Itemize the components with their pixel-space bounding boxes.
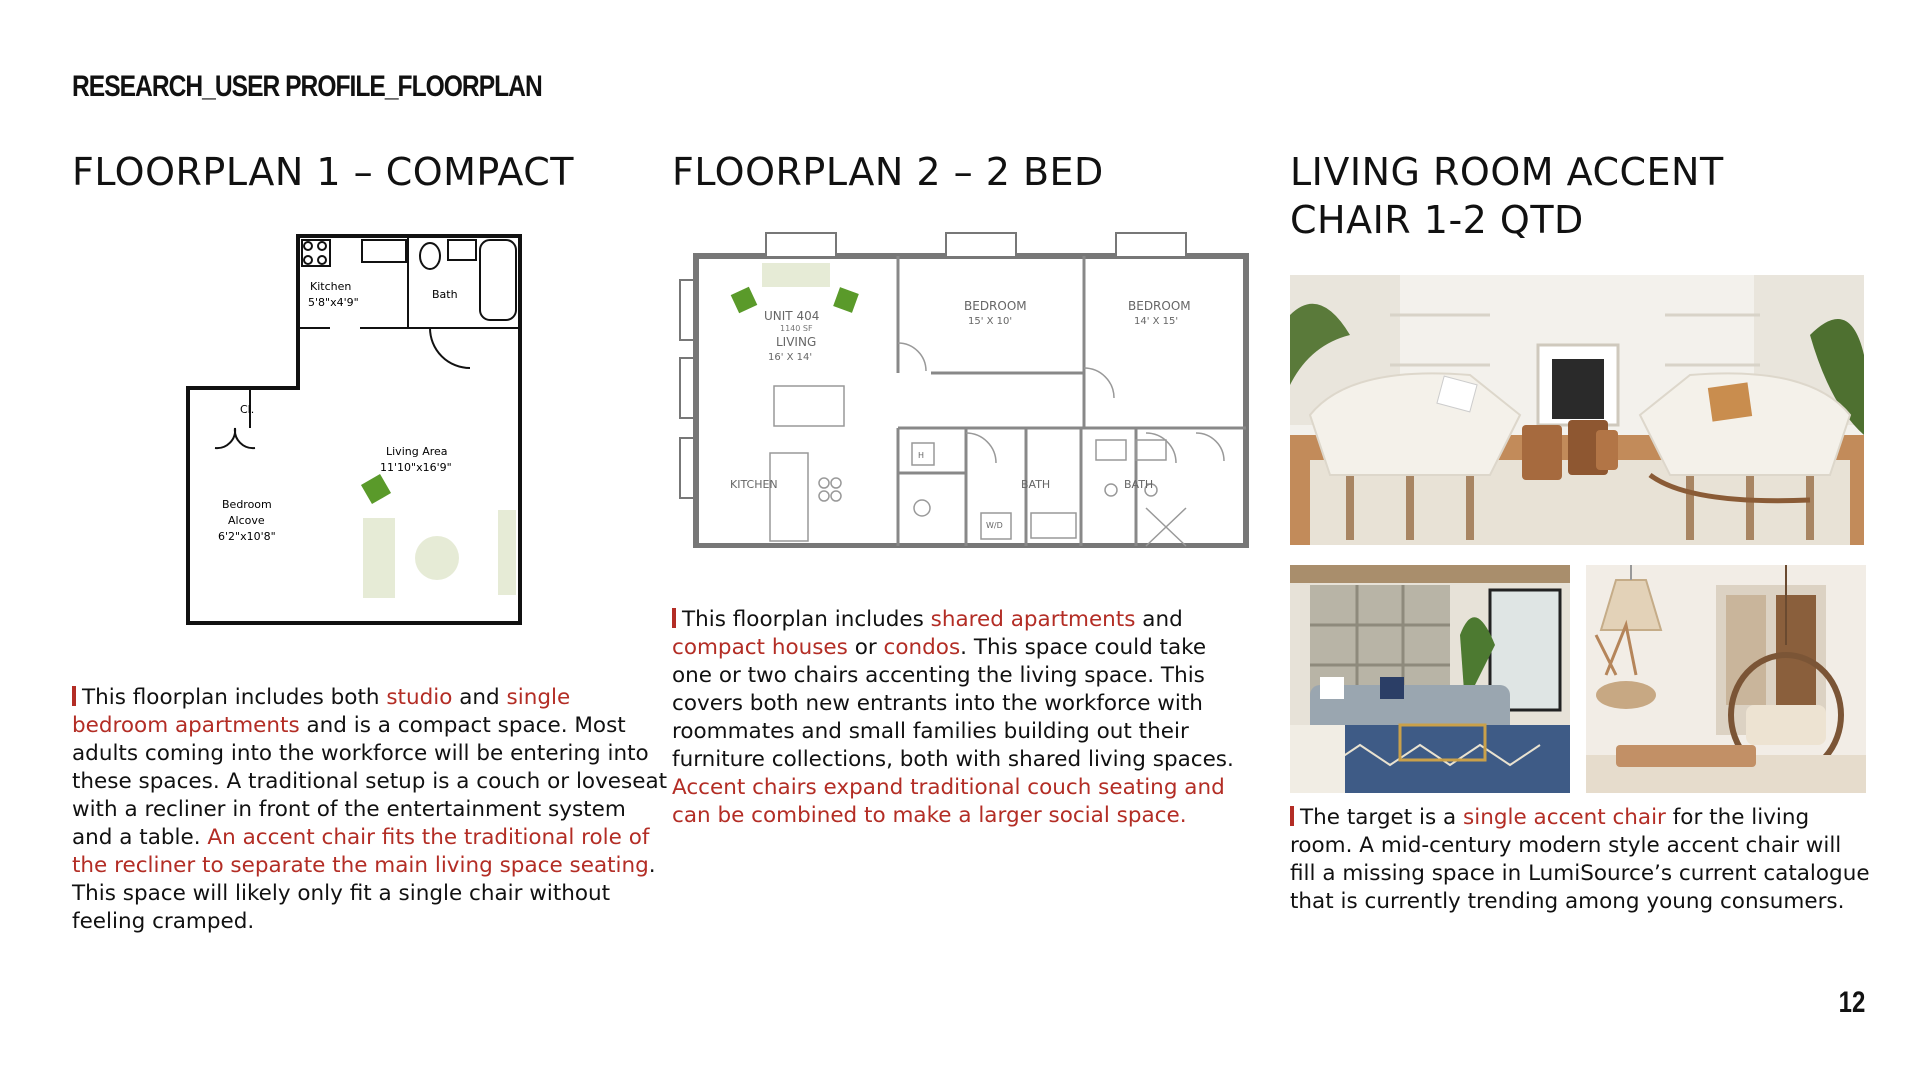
fp2-h-label: H: [918, 451, 925, 460]
fp2-bedroom2-label: BEDROOM: [1128, 299, 1191, 313]
text-span: or: [847, 635, 884, 660]
fp1-alcove-label: Alcove: [228, 514, 265, 527]
fp1-bedroom-label: Bedroom: [222, 498, 272, 511]
fp2-chair-marker-right: [833, 287, 859, 313]
living-room-photo: [1290, 275, 1864, 545]
highlight-span: compact houses: [672, 635, 848, 660]
floorplan-1-description: [72, 684, 672, 936]
table-marker: [415, 536, 459, 580]
text-span: and is a compact space. Most adults coming into the workforce will be entering into these spaces. A traditional setup is a couch or loveseat with a recliner in front of the entertainment system and a table.: [72, 713, 668, 850]
fp1-kitchen-dim: 5'8"x4'9": [308, 296, 359, 309]
text-span: . This space will likely only fit a single chair without feeling cramped.: [72, 853, 656, 934]
text-span: The target is a: [1300, 805, 1464, 830]
fp2-living-label: LIVING: [776, 335, 817, 349]
highlight-span: condos: [883, 635, 961, 660]
floorplan-2-title: FLOORPLAN 2 – 2 BED: [672, 150, 1104, 194]
highlight-span: studio: [386, 685, 453, 710]
accent-chair-title: LIVING ROOM ACCENT CHAIR 1-2 QTD: [1290, 150, 1724, 242]
fp2-kitchen-label: KITCHEN: [730, 478, 778, 491]
fp1-closet-label: Cl.: [240, 403, 255, 416]
accent-chair-marker: [361, 474, 391, 504]
couch-marker: [363, 518, 395, 598]
accent-chair-description: [1290, 804, 1870, 916]
entertainment-marker: [498, 510, 516, 595]
fp1-living-label: Living Area: [386, 445, 448, 458]
text-span: and: [1135, 607, 1183, 632]
highlight-span: Accent chairs expand traditional couch seating and can be combined to make a larger social space.: [672, 775, 1225, 828]
highlight-span: An accent chair fits the traditional role of the recliner to separate the main living space seating: [72, 825, 650, 878]
accent-bar: [1290, 806, 1294, 826]
fp1-living-dim: 11'10"x16'9": [380, 461, 452, 474]
text-span: for the living room. A mid-century modern style accent chair will fill a missing space in LumiSource’s current catalogue that is currently trending among young consumers.: [1290, 805, 1870, 914]
highlight-span: shared apartments: [930, 607, 1136, 632]
fp2-couch-marker: [762, 263, 830, 287]
fp2-bedroom2-dim: 14' X 15': [1134, 316, 1179, 327]
text-span: . This space could take one or two chairs accenting the living space. This covers both new entrants into the workforce with roommates and small families building out their furniture collections, both with shared living spaces.: [672, 635, 1234, 772]
fp2-bath1-label: BATH: [1021, 478, 1051, 491]
text-span: and: [452, 685, 507, 710]
fp1-bedroom-dim: 6'2"x10'8": [218, 530, 276, 543]
page-header: RESEARCH_USER PROFILE_FLOORPLAN: [72, 70, 542, 103]
fp2-unit-label: UNIT 404: [764, 309, 820, 323]
fp1-bath-label: Bath: [432, 288, 458, 301]
fp2-unit-sf: 1140 SF: [780, 324, 813, 333]
text-span: This floorplan includes both: [82, 685, 387, 710]
fp2-bedroom1-label: BEDROOM: [964, 299, 1027, 313]
fp2-bedroom1-dim: 15' X 10': [968, 316, 1013, 327]
fp2-living-dim: 16' X 14': [768, 352, 813, 363]
highlight-span: single accent chair: [1463, 805, 1666, 830]
fp2-chair-marker-left: [731, 287, 758, 314]
shelving-room-photo: [1290, 565, 1570, 793]
floorplan-2-description: [672, 606, 1252, 830]
highlight-span: single bedroom apartments: [72, 685, 571, 738]
fp2-wd-label: W/D: [986, 521, 1003, 530]
accent-bar: [672, 608, 676, 628]
floorplan-1-drawing: [180, 228, 530, 628]
floorplan-1-title: FLOORPLAN 1 – COMPACT: [72, 150, 574, 194]
fp2-bath2-label: BATH: [1124, 478, 1154, 491]
accent-bar: [72, 686, 76, 706]
page-number: 12: [1838, 986, 1865, 1019]
floorplan-2-drawing: [676, 228, 1256, 548]
hanging-chair-photo: [1586, 565, 1866, 793]
fp1-kitchen-label: Kitchen: [310, 280, 352, 293]
text-span: This floorplan includes: [682, 607, 931, 632]
